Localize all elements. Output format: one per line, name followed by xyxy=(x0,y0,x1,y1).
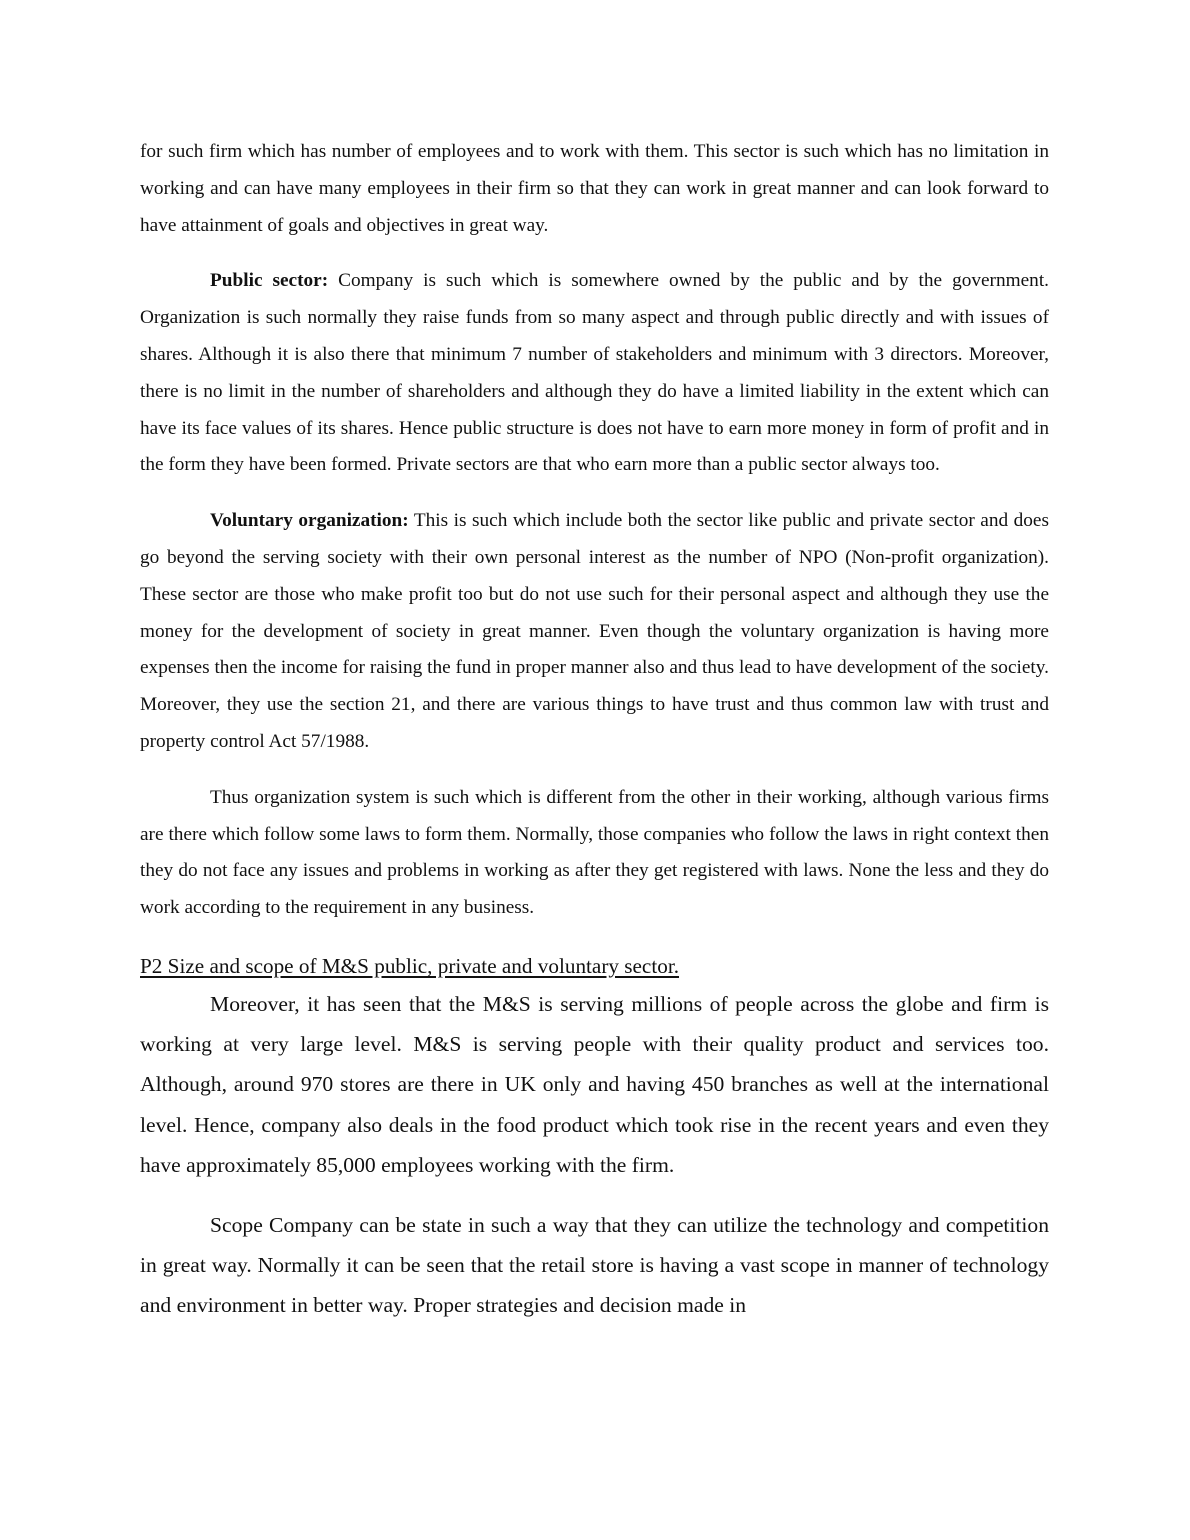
section-heading-p2: P2 Size and scope of M&S public, private and voluntary sector. xyxy=(140,953,679,978)
paragraph-organization-system: Thus organization system is such which is different from the other in their working, although various firms are there which follow some laws to form them. Normally, those companies who follow the laws in right context then they do not face any issues and problems in working as after they get registered with laws. None the less and they do work according to the requirement in any business. xyxy=(140,786,1049,919)
paragraph-voluntary-organization xyxy=(140,503,1049,761)
document-page xyxy=(140,134,1049,1326)
paragraph-scope: Scope Company can be state in such a way that they can utilize the technology and competition in great way. Normally it can be seen that the retail store is having a vast scope in manner of technology and environment in better way. Proper strategies and decision made in xyxy=(140,1212,1049,1318)
term-public-sector: Public sector: xyxy=(210,270,329,292)
text-public-sector: Company is such which is somewhere owned by the public and by the government. Organization is such normally they raise funds from so many aspect and through public directly and with issues of shares. Although it is also there that minimum 7 number of stakeholders and minimum with 3 directors. Moreover, there is no limit in the number of shareholders and although they do have a limited liability in the extent which can have its face values of its shares. Hence public structure is does not have to earn more money in form of profit and in the form they have been formed. Private sectors are that who earn more than a public sector always too. xyxy=(140,270,1049,476)
term-voluntary-organization: Voluntary organization: xyxy=(210,510,409,532)
paragraph-continuation: for such firm which has number of employees and to work with them. This sector is such which has no limitation in working and can have many employees in their firm so that they can work in great manner and can look forward to have attainment of goals and objectives in great way. xyxy=(140,141,1049,236)
paragraph-size: Moreover, it has seen that the M&S is serving millions of people across the globe and firm is working at very large level. M&S is serving people with their quality product and services too. Although, around 970 stores are there in UK only and having 450 branches as well at the international level. Hence, company also deals in the food product which took rise in the recent years and even they have approximately 85,000 employees working with the firm. xyxy=(140,991,1049,1177)
text-voluntary-organization: This is such which include both the sector like public and private sector and does go beyond the serving society with their own personal interest as the number of NPO (Non-profit organization). These sector are those who make profit too but do not use such for their personal aspect and although they use the money for the development of society in great manner. Even though the voluntary organization is having more expenses then the income for raising the fund in proper manner also and thus lead to have development of the society. Moreover, they use the section 21, and there are various things to have trust and thus common law with trust and property control Act 57/1988. xyxy=(140,510,1049,752)
paragraph-public-sector xyxy=(140,263,1049,484)
